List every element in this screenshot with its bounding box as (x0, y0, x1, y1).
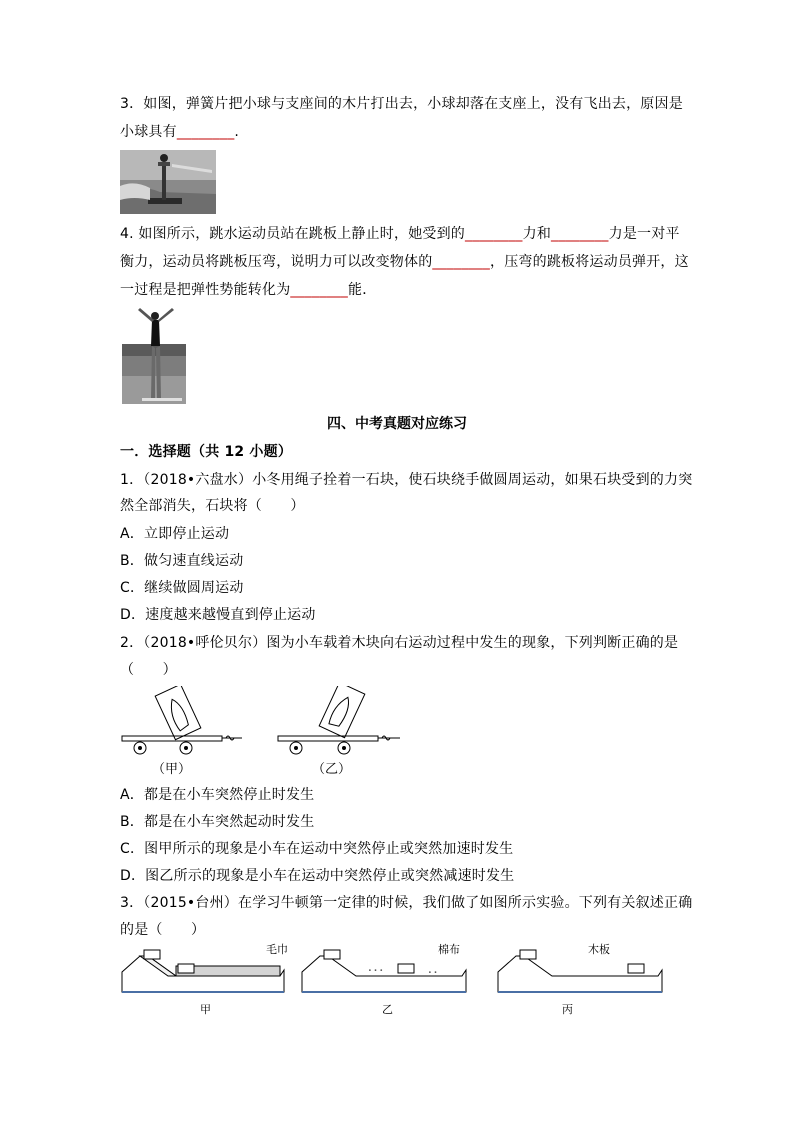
mc2-stem-line-2: （ ） (120, 662, 177, 678)
q4-text-a: 4. 如图所示，跳水运动员站在跳板上静止时，她受到的 (120, 226, 466, 242)
mc1-option-c: C．继续做圆周运动 (120, 580, 244, 596)
q4-line-3 (120, 280, 376, 300)
mc3-caption-jia: 甲 (200, 1003, 211, 1016)
svg-text:∙ ∙: ∙ ∙ (428, 969, 438, 976)
q4-text-f: 一过程是把弹性势能转化为 (120, 282, 291, 298)
mc2-figure-carts (118, 686, 418, 756)
section-subtitle: 一．选择题（共 12 小题） (120, 444, 293, 460)
q4-line-2 (120, 252, 689, 272)
mc2-option-c: C．图甲所示的现象是小车在运动中突然停止或突然加速时发生 (120, 841, 514, 857)
ramp-bing (498, 950, 662, 992)
mc1-stem-line-2: 然全部消失，石块将（ ） (120, 498, 305, 514)
svg-text:∙ ∙ ∙: ∙ ∙ ∙ (368, 967, 384, 974)
mc3-label-towel: 毛巾 (266, 943, 288, 956)
q4-blank-4: ________ (290, 282, 349, 298)
mc1-option-a: A．立即停止运动 (120, 526, 230, 542)
q3-text-pre: 小球具有 (120, 124, 177, 140)
q4-text-g: 能． (348, 282, 377, 298)
mc3-caption-bing: 丙 (562, 1003, 573, 1016)
cart-yi (278, 686, 400, 754)
q3-answer-blank: ________ (176, 124, 235, 140)
q4-line-1 (120, 224, 680, 244)
mc1-option-d: D．速度越来越慢直到停止运动 (120, 607, 316, 623)
mc2-option-d: D．图乙所示的现象是小车在运动中突然停止或突然减速时发生 (120, 868, 515, 884)
q3-photo-spring-ball (120, 150, 216, 214)
mc3-label-wood: 木板 (588, 943, 610, 956)
mc2-option-b: B．都是在小车突然起动时发生 (120, 814, 315, 830)
q4-text-b: 力和 (522, 226, 552, 242)
q4-text-e: ，压弯的跳板将运动员弹开，这 (490, 254, 689, 270)
mc3-caption-yi: 乙 (382, 1003, 393, 1016)
mc2-option-a: A．都是在小车突然停止时发生 (120, 787, 315, 803)
mc2-caption-yi: （乙） (312, 762, 352, 777)
mc2-stem-line-1: 2．（2018•呼伦贝尔）图为小车载着木块向右运动过程中发生的现象，下列判断正确的是 (120, 635, 679, 651)
q4-blank-3: ________ (432, 254, 491, 270)
q4-photo-diver (122, 306, 186, 404)
q4-text-d: 衡力，运动员将跳板压弯，说明力可以改变物体的 (120, 254, 433, 270)
section-title: 四、中考真题对应练习 (327, 416, 467, 432)
q3-line-1: 3．如图，弹簧片把小球与支座间的木片打出去，小球却落在支座上，没有飞出去，原因是 (120, 96, 683, 112)
q4-blank-1: ________ (465, 226, 523, 242)
cart-jia (122, 686, 242, 754)
mc1-stem-line-1: 1．（2018•六盘水）小冬用绳子拴着一石块，使石块绕手做圆周运动，如果石块受到的力突 (120, 472, 693, 488)
mc1-option-b: B．做匀速直线运动 (120, 553, 244, 569)
ramp-jia (122, 950, 284, 992)
q4-blank-2: ________ (551, 226, 609, 242)
mc3-stem-line-1: 3．（2015•台州）在学习牛顿第一定律的时候，我们做了如图所示实验。下列有关叙述正确 (120, 895, 693, 911)
mc3-stem-line-2: 的是（ ） (120, 922, 206, 938)
q4-text-c: 力是一对平 (608, 226, 680, 242)
mc3-label-cotton: 棉布 (438, 943, 460, 956)
q3-line-2 (120, 122, 239, 142)
mc2-caption-jia: （甲） (152, 762, 192, 777)
q3-text-post: . (234, 124, 240, 140)
